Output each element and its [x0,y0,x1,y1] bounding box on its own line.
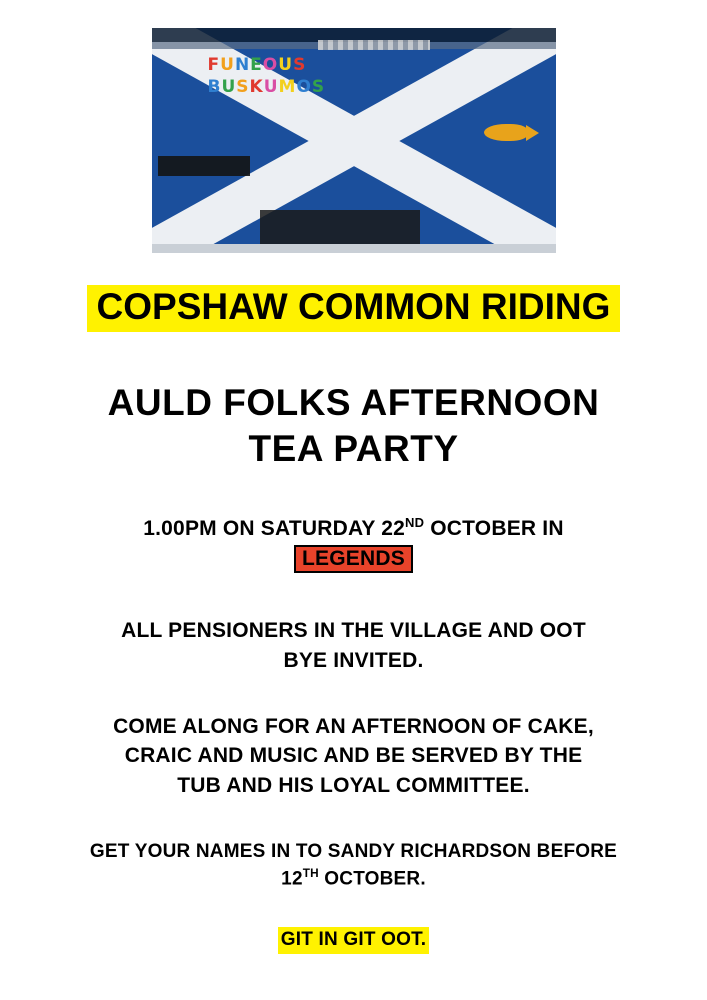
rsvp-text [0,839,707,893]
photo-dark-object-left [158,156,250,176]
description-line-1: COME ALONG FOR AN AFTERNOON OF CAKE, [113,714,594,738]
banner-letter: F [207,55,221,75]
fish-decoration [484,124,528,141]
event-subtitle-line-1: AULD FOLKS AFTERNOON [107,381,600,423]
banner-letter: U [220,55,235,75]
description-line-3: TUB AND HIS LOYAL COMMITTEE. [177,774,530,798]
banner-letter: O [296,77,312,97]
rsvp-line-1: GET YOUR NAMES IN TO SANDY RICHARDSON BEFORE [89,841,618,863]
banner-letter: S [293,55,307,75]
description-line-2: CRAIC AND MUSIC AND BE SERVED BY THE [124,744,583,768]
description-text [0,712,707,801]
rsvp-line-2 [26,866,681,893]
event-time-text: 1.00PM ON SATURDAY 22 [143,517,406,541]
saltire-flag-photo [152,28,556,253]
venue-name: LEGENDS [294,545,413,573]
banner-letter: U [278,55,294,75]
rsvp-deadline-day: 12 [281,868,303,890]
rsvp-deadline-month: OCTOBER. [318,868,426,890]
banner-letter: U [263,77,279,97]
banner-letter: B [207,77,222,97]
banner-letters [208,54,398,98]
event-time-ordinal: ND [405,515,425,531]
invitation-line-1: ALL PENSIONERS IN THE VILLAGE AND OOT [121,618,586,642]
invitation-line-2: BYE INVITED. [283,648,424,672]
banner-letter: K [249,77,264,97]
invitation-text [0,616,707,676]
event-subtitle [0,380,707,473]
event-venue-line [26,544,681,574]
event-time-suffix: OCTOBER IN [424,517,564,541]
title-container [0,285,707,332]
bunting-decoration [318,40,430,50]
photo-dark-object-bottom [260,210,420,244]
banner-letter: E [250,55,263,75]
event-subtitle-line-2: TEA PARTY [248,428,459,470]
event-time-line [26,514,681,544]
banner-letter: N [234,55,251,75]
banner-letter: U [221,77,237,97]
rsvp-deadline-ordinal: TH [302,867,319,880]
banner-letter: S [311,77,326,97]
photo-container [0,0,707,253]
photo-bottom-strip [152,244,556,253]
footer-slogan: GIT IN GIT OOT. [278,927,430,954]
banner-letter: S [236,77,250,97]
banner-letter: O [262,55,279,75]
footer-text [0,927,707,954]
page-title: COPSHAW COMMON RIDING [87,285,621,332]
banner-letter: M [278,77,297,97]
event-time-venue [0,514,707,574]
